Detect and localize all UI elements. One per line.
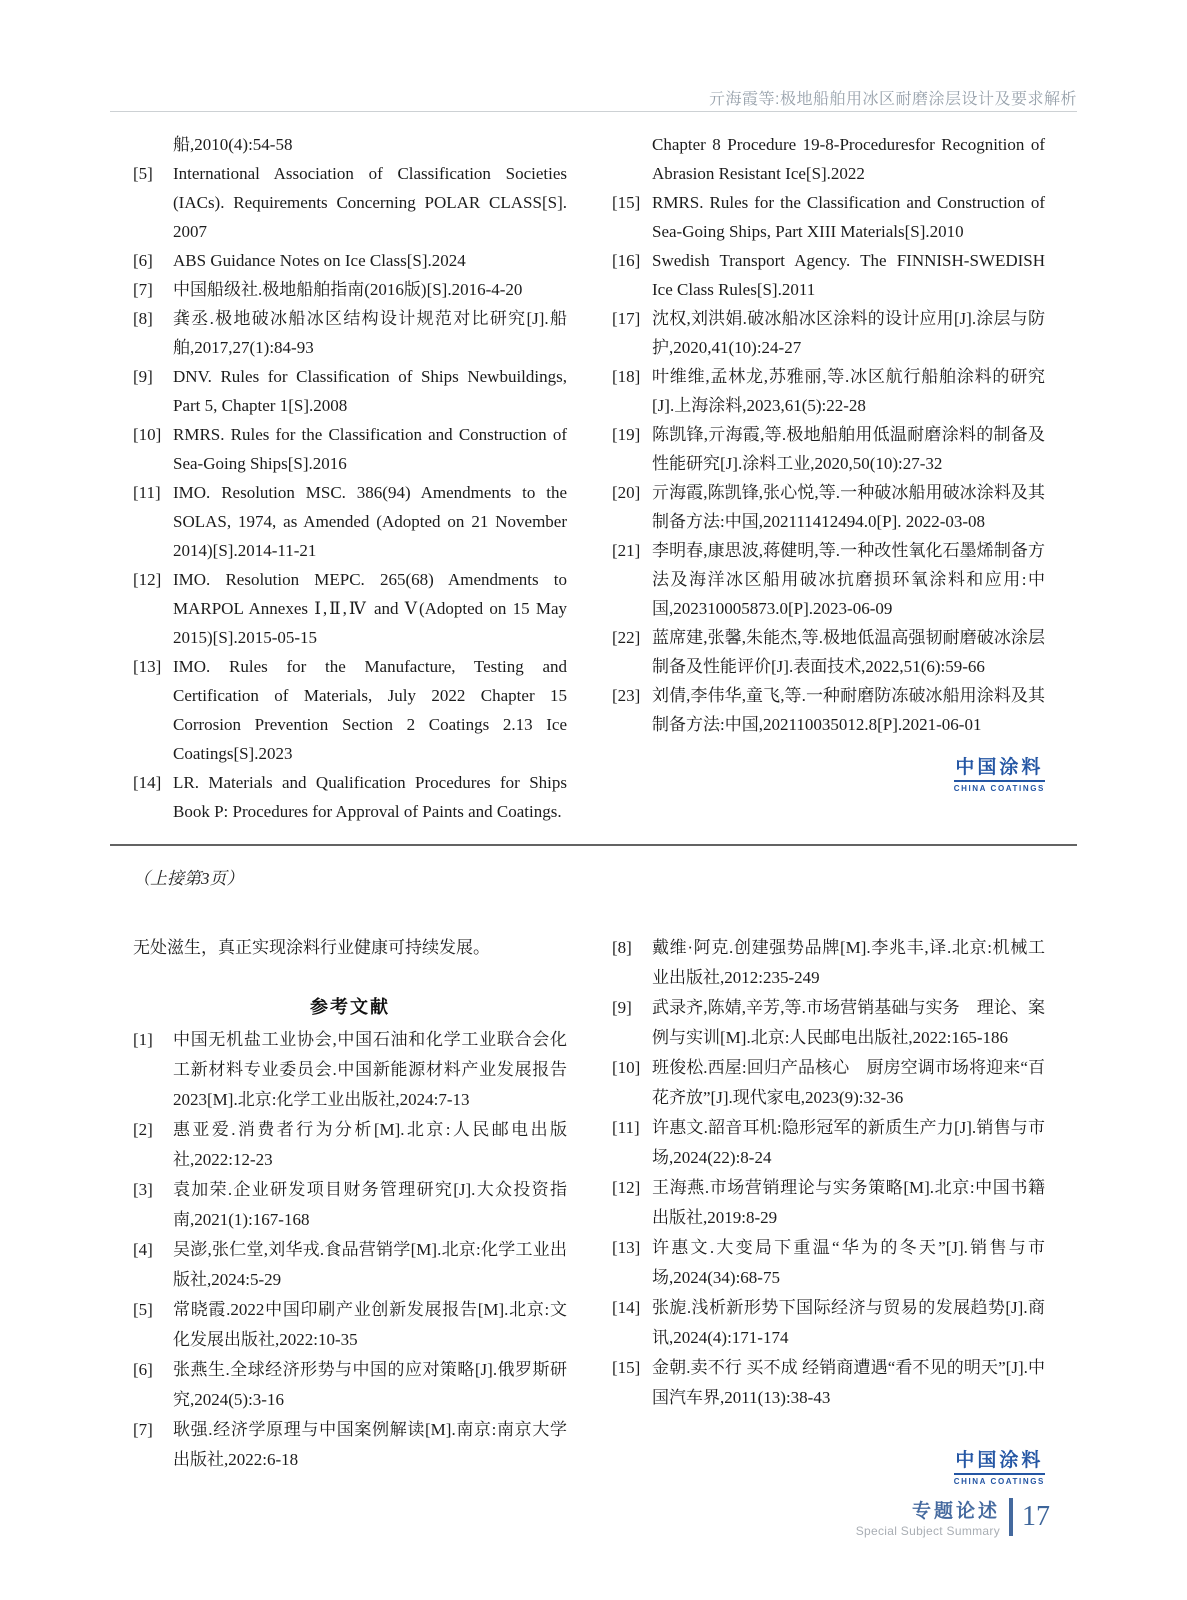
reference-text: Swedish Transport Agency. The FINNISH-SWEDISH Ice Class Rules[S].2011 [652, 251, 1045, 299]
reference-item [612, 420, 1045, 478]
china-coatings-logo-cn: 中国涂料 [954, 752, 1045, 782]
reference-number: [17] [612, 309, 641, 328]
top-references-section [133, 130, 1045, 826]
bottom-left-column [133, 933, 567, 1486]
continued-from-note: （上接第3页） [133, 869, 244, 888]
reference-item [612, 246, 1045, 304]
reference-item [612, 362, 1045, 420]
reference-number: [11] [133, 483, 161, 502]
reference-number: [13] [133, 657, 162, 676]
reference-item [612, 1053, 1045, 1113]
top-references-left-column [133, 130, 567, 826]
footer-column-title [856, 1496, 1000, 1538]
reference-text: 船,2010(4):54-58 [173, 135, 293, 154]
reference-text: 亓海霞,陈凯锋,张心悦,等.一种破冰船用破冰涂料及其制备方法:中国,202111412494.0[P]. 2022-03-08 [652, 483, 1045, 531]
reference-text: IMO. Rules for the Manufacture, Testing and Certification of Materials, July 2022 Chapter 15 Corrosion Prevention Section 2 Coatings 2.13 Ice Coatings[S].2023 [173, 657, 567, 763]
reference-item [133, 159, 567, 246]
china-coatings-logo [954, 1445, 1045, 1486]
bottom-references-right-list [612, 933, 1045, 1413]
reference-number: [20] [612, 483, 641, 502]
reference-text: LR. Materials and Qualification Procedures for Ships Book P: Procedures for Approval of Paints and Coatings. [173, 773, 567, 821]
reference-number [612, 130, 652, 188]
reference-text: 沈权,刘洪娟.破冰船冰区涂料的设计应用[J].涂层与防护,2020,41(10):24-27 [652, 309, 1045, 357]
reference-item [612, 478, 1045, 536]
reference-text: 中国船级社.极地船舶指南(2016版)[S].2016-4-20 [173, 280, 523, 299]
page-footer [856, 1496, 1050, 1538]
reference-number: [15] [612, 193, 641, 212]
reference-number: [9] [133, 367, 153, 386]
footer-divider-bar [1009, 1498, 1013, 1536]
reference-item [133, 420, 567, 478]
header-rule [110, 111, 1077, 112]
reference-text: 武录齐,陈婧,辛芳,等.市场营销基础与实务 理论、案例与实训[M].北京:人民邮电出版社,2022:165-186 [652, 998, 1045, 1047]
reference-number: [6] [133, 251, 153, 270]
reference-number: [6] [133, 1360, 153, 1379]
reference-text: RMRS. Rules for the Classification and Construction of Sea-Going Ships, Part XIII Materials[S].2010 [652, 193, 1045, 241]
reference-number: [9] [612, 998, 632, 1017]
reference-text: IMO. Resolution MSC. 386(94) Amendments to the SOLAS, 1974, as Amended (Adopted on 21 November 2014)[S].2014-11-21 [173, 483, 567, 560]
intro-paragraph: 无处滋生，真正实现涂料行业健康可持续发展。 [133, 938, 490, 957]
reference-number: [15] [612, 1358, 641, 1377]
reference-item [612, 1113, 1045, 1173]
reference-item [133, 1235, 567, 1295]
reference-text: 蓝席建,张馨,朱能杰,等.极地低温高强韧耐磨破冰涂层制备及性能评价[J].表面技术,2022,51(6):59-66 [652, 628, 1045, 676]
reference-text: 张燕生.全球经济形势与中国的应对策略[J].俄罗斯研究,2024(5):3-16 [173, 1360, 567, 1409]
reference-item [612, 188, 1045, 246]
reference-text: 陈凯锋,亓海霞,等.极地船舶用低温耐磨涂料的制备及性能研究[J].涂料工业,2020,50(10):27-32 [652, 425, 1045, 473]
reference-text: RMRS. Rules for the Classification and Construction of Sea-Going Ships[S].2016 [173, 425, 567, 473]
reference-number: [14] [612, 1298, 641, 1317]
reference-text: DNV. Rules for Classification of Ships Newbuildings, Part 5, Chapter 1[S].2008 [173, 367, 567, 415]
reference-item [612, 623, 1045, 681]
reference-text: 许惠文.韶音耳机:隐形冠军的新质生产力[J].销售与市场,2024(22):8-24 [652, 1118, 1045, 1167]
footer-column-cn: 专题论述 [911, 1501, 1000, 1522]
reference-text: International Association of Classification Societies (IACs). Requirements Concerning POLAR CLASS[S]. 2007 [173, 164, 567, 241]
reference-item [612, 304, 1045, 362]
reference-item [133, 478, 567, 565]
footer-column-en: Special Subject Summary [855, 1524, 1000, 1538]
reference-number: [13] [612, 1238, 641, 1257]
reference-number: [4] [133, 1240, 153, 1259]
reference-item [612, 1293, 1045, 1353]
reference-item [133, 362, 567, 420]
reference-number: [22] [612, 628, 641, 647]
reference-text: 袁加荣.企业研发项目财务管理研究[J].大众投资指南,2021(1):167-168 [173, 1180, 567, 1229]
reference-number: [5] [133, 1300, 153, 1319]
reference-item [133, 304, 567, 362]
reference-number [133, 130, 173, 159]
reference-text: 李明春,康思波,蒋健明,等.一种改性氧化石墨烯制备方法及海洋冰区船用破冰抗磨损环氧涂料和应用:中国,202310005873.0[P].2023-06-09 [652, 541, 1045, 618]
reference-text: ABS Guidance Notes on Ice Class[S].2024 [173, 251, 466, 270]
reference-text: IMO. Resolution MEPC. 265(68) Amendments to MARPOL Annexes Ⅰ,Ⅱ,Ⅳ and Ⅴ(Adopted on 15 May 2015)[S].2015-05-15 [173, 570, 567, 647]
reference-text: 戴维·阿克.创建强势品牌[M].李兆丰,译.北京:机械工业出版社,2012:235-249 [652, 938, 1045, 987]
reference-number: [14] [133, 773, 162, 792]
reference-item [612, 1233, 1045, 1293]
reference-text: 金朝.卖不行 买不成 经销商遭遇“看不见的明天”[J].中国汽车界,2011(13):38-43 [652, 1358, 1045, 1407]
reference-item [612, 1353, 1045, 1413]
reference-item [133, 1025, 567, 1115]
reference-item [133, 1295, 567, 1355]
reference-number: [3] [133, 1180, 153, 1199]
top-references-right-column [612, 130, 1045, 826]
reference-number: [12] [612, 1178, 641, 1197]
reference-item [133, 130, 567, 159]
section-divider [110, 844, 1077, 846]
reference-text: 叶维维,孟林龙,苏雅丽,等.冰区航行船舶涂料的研究[J].上海涂料,2023,61(5):22-28 [652, 367, 1045, 415]
reference-item [612, 933, 1045, 993]
reference-number: [8] [612, 938, 632, 957]
reference-text: 常晓霞.2022中国印刷产业创新发展报告[M].北京:文化发展出版社,2022:10-35 [173, 1300, 567, 1349]
reference-number: [2] [133, 1120, 153, 1139]
reference-item [612, 993, 1045, 1053]
reference-text: 中国无机盐工业协会,中国石油和化学工业联合会化工新材料专业委员会.中国新能源材料产业发展报告2023[M].北京:化学工业出版社,2024:7-13 [173, 1030, 567, 1109]
reference-item [612, 1173, 1045, 1233]
reference-item [133, 1355, 567, 1415]
reference-text: 吴澎,张仁堂,刘华戎.食品营销学[M].北京:化学工业出版社,2024:5-29 [173, 1240, 567, 1289]
reference-item [133, 246, 567, 275]
reference-item [612, 681, 1045, 739]
reference-number: [10] [612, 1058, 641, 1077]
reference-number: [19] [612, 425, 641, 444]
page-number: 17 [1022, 1501, 1050, 1532]
reference-number: [18] [612, 367, 641, 386]
reference-number: [23] [612, 686, 641, 705]
reference-text: 刘倩,李伟华,童飞,等.一种耐磨防冻破冰船用涂料及其制备方法:中国,202110035012.8[P].2021-06-01 [652, 686, 1045, 734]
reference-text: Chapter 8 Procedure 19-8-Proceduresfor Recognition of Abrasion Resistant Ice[S].2022 [652, 135, 1045, 183]
reference-item [133, 565, 567, 652]
reference-item [612, 130, 1045, 188]
reference-item [133, 275, 567, 304]
bottom-references-left-list [133, 1025, 567, 1475]
reference-text: 惠亚爱.消费者行为分析[M].北京:人民邮电出版社,2022:12-23 [173, 1120, 567, 1169]
china-coatings-logo [954, 752, 1045, 793]
reference-item [133, 1175, 567, 1235]
running-head-title: 亓海霞等:极地船舶用冰区耐磨涂层设计及要求解析 [709, 91, 1077, 108]
reference-number: [5] [133, 164, 153, 183]
reference-number: [7] [133, 1420, 153, 1439]
reference-number: [1] [133, 1030, 153, 1049]
bottom-right-column [612, 933, 1045, 1486]
reference-item [133, 1115, 567, 1175]
references-heading: 参考文献 [310, 997, 390, 1017]
reference-item [133, 652, 567, 768]
reference-text: 王海燕.市场营销理论与实务策略[M].北京:中国书籍出版社,2019:8-29 [652, 1178, 1045, 1227]
china-coatings-logo-en: CHINA COATINGS [953, 784, 1045, 793]
bottom-references-section [133, 933, 1045, 1486]
reference-text: 张旎.浅析新形势下国际经济与贸易的发展趋势[J].商讯,2024(4):171-174 [652, 1298, 1045, 1347]
reference-number: [10] [133, 425, 162, 444]
reference-number: [21] [612, 541, 641, 560]
reference-item [133, 768, 567, 826]
top-logo-wrap [612, 752, 1045, 793]
reference-text: 耿强.经济学原理与中国案例解读[M].南京:南京大学出版社,2022:6-18 [173, 1420, 567, 1469]
reference-text: 许惠文.大变局下重温“华为的冬天”[J].销售与市场,2024(34):68-75 [652, 1238, 1045, 1287]
reference-text: 班俊松.西屋:回归产品核心 厨房空调市场将迎来“百花齐放”[J].现代家电,2023(9):32-36 [652, 1058, 1045, 1107]
reference-number: [11] [612, 1118, 640, 1137]
china-coatings-logo-cn: 中国涂料 [954, 1445, 1045, 1475]
reference-item [133, 1415, 567, 1475]
reference-number: [8] [133, 309, 153, 328]
china-coatings-logo-en: CHINA COATINGS [953, 1477, 1045, 1486]
reference-item [612, 536, 1045, 623]
reference-number: [16] [612, 251, 641, 270]
reference-number: [7] [133, 280, 153, 299]
reference-number: [12] [133, 570, 162, 589]
reference-text: 龚丞.极地破冰船冰区结构设计规范对比研究[J].船舶,2017,27(1):84-93 [173, 309, 567, 357]
